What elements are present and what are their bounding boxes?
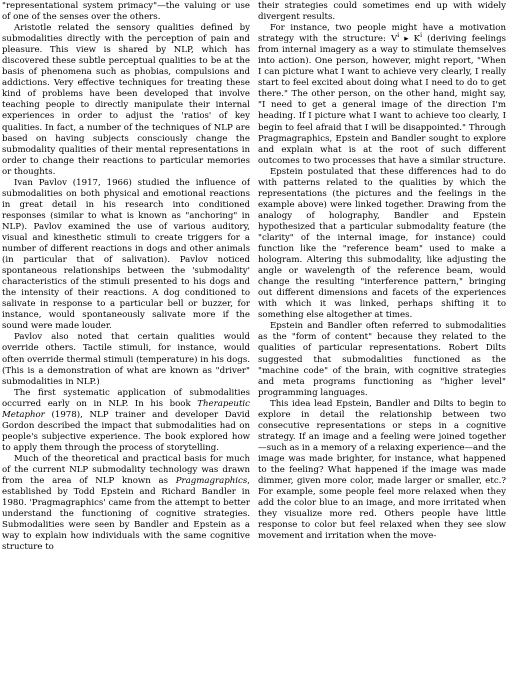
text-run: For instance, two people might have a motivation strategy with the structure: V (258, 23, 506, 45)
paragraph (2, 388, 250, 454)
text-run: Aristotle related the sensory qualities defined by submodalities directly with the perception of pain and pleasure. This view is shared by NLP, which has discovered these subtle perceptual qualities to be at the basis of phenomena such as phobias, compulsions and addictions. Very effective techniques for treating these kind of problems have been developed that involve teaching people to directly manipulate their internal experiences in order to adjust the 'ratios' of key qualities. In fact, a number of the techniques of NLP are based on having subjects consciously change the submodality qualities of their mental representations in order to change their reactions to particular memories or thoughts. (2, 23, 250, 177)
paragraph (258, 321, 506, 398)
right-text-column (258, 1, 506, 690)
text-run: This idea lead Epstein, Bandler and Dilts to begin to explore in detail the relationship between two consecutive representations or steps in a cognitive strategy. If an image and a feeling were joined together—such as in a memory of a relaxing experience—and the image was made brighter, for instance, what happened to the feeling? What happened if the image was made dimmer, given more color, made larger or smaller, etc.? For example, some people feel more relaxed when they add the color blue to an image, and more irritated when they visualize more red. Others people have little response to color but feel relaxed when they see slow movement and irritation when the move- (258, 398, 506, 542)
paragraph (2, 454, 250, 553)
text-run: Ivan Pavlov (1917, 1966) studied the influence of submodalities on both physical and emotional reactions in great detail in his research into conditioned responses (similar to what is known as "anchoring" in NLP). Pavlov examined the use of various auditory, visual and kinesthetic stimuli to create triggers for a number of different reactions in dogs and other animals (in particular that of salivation). Pavlov noticed spontaneous relationships between the 'submodality' characteristics of the stimuli presented to his dogs and the intensity of their reactions. A dog conditioned to salivate in response to a particular bell or buzzer, for instance, would spontaneously salivate more if the sound were made louder. (2, 177, 250, 332)
paragraph (2, 1, 250, 23)
paragraph (258, 1, 506, 23)
text-run: , established by Todd Epstein and Richard Bandler in 1980. 'Pragmagraphics' came from the attempt to better understand the functioning of cognitive strategies. Submodalities were seen by Bandler and Epstein as a way to explain how individuals with the same cognitive structure to (2, 476, 250, 553)
text-run: Much of the theoretical and practical basis for much of the current NLP submodality technology was drawn from the area of NLP known as (2, 453, 250, 487)
paragraph (2, 178, 250, 333)
text-run: "representational system primacy"—the valuing or use of one of the senses over the others. (2, 1, 250, 23)
text-run: The first systematic application of submodalities occurred early on in NLP. In his book (2, 387, 250, 409)
paragraph (2, 332, 250, 387)
paragraph (258, 167, 506, 322)
text-run: Pavlov also noted that certain qualities would override others. Tactile stimuli, for instance, would often override thermal stimuli (temperature) in his dogs. (This is a demonstration of what are known as "driver" submodalities in NLP.) (2, 332, 250, 387)
text-run: (deriving feelings from internal imagery as a way to stimulate themselves into action). One person, however, might report, "When I can picture what I want to achieve very clearly, I really start to feel excited about doing what I need to do to get there." The other person, on the other hand, might say, "I need to get a general image of the direction I'm heading. If I picture what I want to achieve too clearly, I begin to feel afraid that I will be disappointed." Through Pragmagraphics, Epstein and Bandler sought to explore and explain what is at the root of such different outcomes to two processes that have a similar structure. (258, 34, 506, 166)
paragraph (258, 399, 506, 543)
superscript: i (397, 32, 400, 40)
left-text-column (2, 1, 250, 690)
text-run: their strategies could sometimes end up with widely divergent results. (258, 1, 506, 23)
text-run: (1978), NLP trainer and developer David Gordon described the impact that submodalities had on people's subjective experience. The book explored how to apply them through the process of storytelling. (2, 409, 250, 453)
italic-title: Pragmagraphics (175, 476, 248, 487)
paragraph (258, 23, 506, 167)
paragraph (2, 23, 250, 178)
text-run: ▸ K (399, 34, 421, 45)
superscript: i (420, 32, 423, 40)
text-run: Epstein postulated that these differences had to do with patterns related to the qualities by which the representations (the pictures and the feelings in the example above) were linked together. Drawing from the analogy of holography, Bandler and Epstein hypothesized that a particular submodality feature (the "clarity" of the internal image, for instance) could function like the "reference beam" used to make a hologram. Altering this submodality, like adjusting the angle or wavelength of the reference beam, would change the resulting "interference pattern," bringing out different dimensions and facets of the experiences with which it was linked, perhaps shifting it to something else altogether at times. (258, 166, 506, 321)
text-run: Epstein and Bandler often referred to submodalities as the "form of content" because they related to the qualities of particular representations. Robert Dilts suggested that submodalities functioned as the "machine code" of the brain, with cognitive strategies and meta programs functioning as "higher level" programming languages. (258, 321, 506, 398)
italic-title: Therapeutic Metaphor (2, 398, 250, 420)
